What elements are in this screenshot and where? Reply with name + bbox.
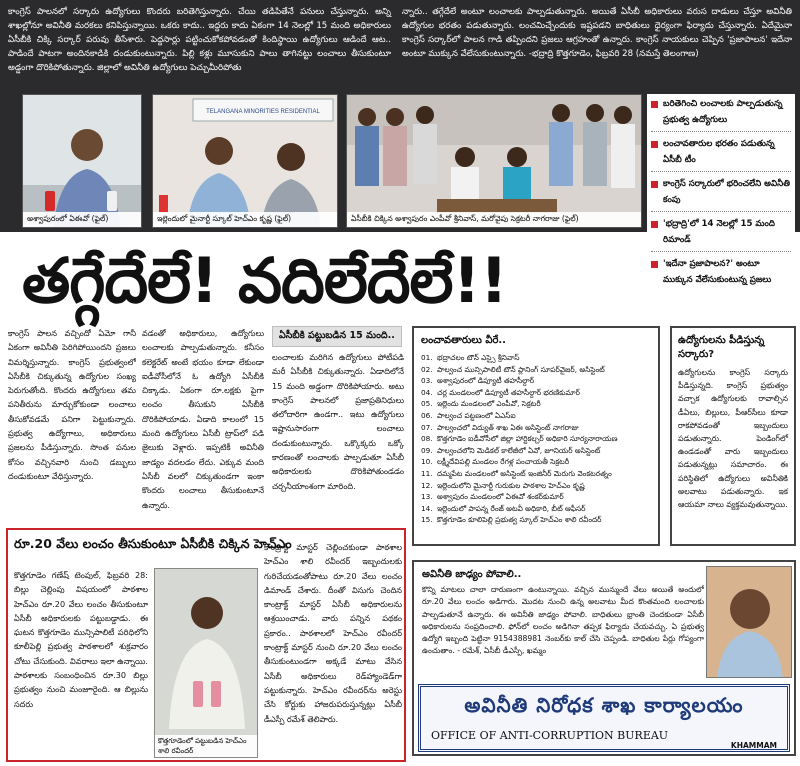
bribe-story-title: రూ.20 వేలు లంచం తీసుకుంటూ ఏసీబీకి చిక్కిన హెచ్‌ఎం (14, 536, 292, 551)
anti-corruption-title: అవినీతి జాఢ్యం పోవాలి.. (422, 569, 522, 580)
lead-dateline: -భద్రాద్రి కొత్తగూడెం, ఫిబ్రవరి 28 (నమస్తే తెలంగాణ) (528, 49, 699, 59)
acb-board-city: KHAMMAM (730, 741, 777, 750)
list-item: 04. చర్ల మండలంలో డిప్యూటీ తహసీల్దార్ భరణికుమార్ (421, 387, 580, 397)
photo-mpo-group-caption: ఏసీబీకి చిక్కిన అశ్వాపురం ఎంపీవో శ్రీనివాస్, మరోవైపు సెక్రటరీ నాగరాజు (ఫైల్) (347, 212, 641, 227)
photo-banner-text: TELANGANA MINORITIES RESIDENTIAL (206, 109, 320, 115)
list-item: 05. ఇల్లెందు మండలంలో ఎంపీవో, సెక్రటరీ (421, 399, 541, 409)
photo-aeo-caption: అశ్వాపురంలో ఏఈవో (ఫైల్) (23, 212, 141, 227)
list-item: 01. భద్రాచలం టౌన్ ఎస్సై శ్రీనివాస్ (421, 353, 520, 362)
lead-paragraph-1: కాంగ్రెస్ పాలనలో సర్కారు ఉద్యోగులు కొందరు బరితెగిస్తున్నారు. చేయి తడిపితేనే పనులు చేస్తున్నారు. అన్ని శాఖల్లోనూ అవినీతి మరకలు కనిపిస్తున్నాయి. ఒకరు కాదు.. ఇద్దరు కాదు ఏకంగా 14 నెలల్లో 15 మంది అధికారులు ఏసీబీకి చిక్కి సర్కార్ పరువు తీసేశారు. పెద్దసార్లు పట్టించుకోకపోవడంతో కిందిస్థాయి ఉద్యోగులు ఆడిందే ఆట.. పాడిందే పాటగా అందినకాడికి దండుకుంటున్నారు. పిల్లి కళ్లు మూసుకుని పాలు తాగినట్టు లంచాలు తీసుకుంటూ అడ్డంగా దొరికిపోతున్నారు. జిల్లాలో అవినీతి ఉద్యోగులు పెచ్చుమీరిపోతు (8, 7, 391, 73)
list-item-text: ఇల్లెందులోని మైనార్టీ గురుకుల పాఠశాల హెచ్‌ఎం కృష్ణ (437, 480, 585, 490)
subhead-acb-15: ఏసీబీకి పట్టుబడిన 15 మంది.. (272, 326, 402, 347)
list-item-text: ఇల్లెందులో పాపన్న రేంజ్ అటవీ అధికారి, బీట్ ఆఫీసర్ (437, 503, 586, 513)
photo-mpo-group-illustration (347, 95, 642, 228)
list-item-text: కొత్తగూడెం కూలిపెల్లి ప్రభుత్వ స్కూల్ హెచ్‌ఎం శాలి రవీందర్ (437, 515, 602, 525)
photo-hm-krishna (152, 94, 338, 228)
bribe-story-box (6, 528, 406, 762)
list-item-text: పాల్వంచ మున్సిపాలిటీ టౌన్ ప్లానింగ్ సూపర్‌వైజర్, అసిస్టెంట్ (437, 364, 605, 374)
anti-corruption-body: కొన్ని మాటలు చాలా దారుణంగా ఉంటున్నాయి. వచ్చిన మున్ముందే వేలు అయితే అందులో రూ.20 వేలు లంచం అడిగారు. మొదట నుంచి ఉన్న అలవాటు మీద కొంతమంది లంచాలకు పాల్పడుతూనే ఉన్నారు. ఈ అవినీతి జాఢ్యం పోవాలి. బాధితులు భ్రాంతి చెందకుండా ఏసీబీ అధికారులను సంప్రదించాలి. ఫోన్‌లో లంచం అడిగినా తప్పక ఫిర్యాదు చేయవచ్చు. ఏ ప్రభుత్వ ఉద్యోగి ఇబ్బంది పెట్టినా 9154388981 నెంబర్‌కు కాల్ చేసి చెప్పండి. బాధితుల పేర్లు గోప్యంగా ఉంచుతాం. (422, 585, 704, 656)
acb-board-english: OFFICE OF ANTI-CORRUPTION BUREAU (431, 729, 669, 742)
lead-paragraph-2 (402, 5, 792, 61)
list-item-text: కొత్తగూడెం ఐడీవోసీలో జిల్లా హార్టికల్చర్ అధికారి సూర్యనారాయణ (437, 434, 618, 444)
highlight-item: 'భద్రాద్రి'లో 14 నెలల్లో 15 మంది రిమాండ్ (651, 216, 791, 248)
anti-corruption-text (422, 584, 704, 658)
headline: తగ్గేదేలే! వదిలేదేలే!! (22, 244, 508, 317)
body-column-1: కాంగ్రెస్ పాలన వచ్చిందో ఏమో గానీ ఏకంగా అవినీతి పెరిగిపోయిందని ప్రజలు విమర్శిస్తున్నారు. కాంగ్రెస్ ప్రభుత్వంలో ఏసీబీకి చిక్కుతున్న ఉద్యోగుల సంఖ్య పెరుగుతోంది. కొందరు ఉద్యోగులు తమ పనితీరును మార్చుకోకుండా లంచాలు తీసుకోవడమే పనిగా పెట్టుకున్నారు. ప్రభుత్వ ఉద్యోగాలు, అధికారులు ప్రజలను పీడిస్తున్నారు. సొంత పనుల కోసం వచ్చినవారి నుంచి డబ్బులు దండుకుంటూ వేధిస్తున్నారు. (8, 328, 136, 481)
list-item: 09. పాల్వంచలోని మెడికల్ కాలేజీలో ఏవో, జూనియర్ అసిస్టెంట్ (421, 445, 601, 455)
list-item: 02. పాల్వంచ మున్సిపాలిటీ టౌన్ ప్లానింగ్ సూపర్‌వైజర్, అసిస్టెంట్ (421, 364, 605, 374)
lead-paragraph-2-text: న్నారు.. తగ్గేదేలే అంటూ లంచాలకు పాల్పడుతున్నారు. అయితే ఏసీబీ అధికారులు వరుస దాడులు చేస్తూ అవినీతి ఉద్యోగుల భరతం పడుతున్నారు. లంచమిచ్చేందుకు ఇష్టపడని బాధితులు ధైర్యంగా ఫిర్యాదు చేస్తున్నారు. ఏదేమైనా కాంగ్రెస్ సర్కార్‌లో పాలన గాడి తప్పిందని ప్రజలు ఆగ్రహంతో ఉన్నారు. కాంగ్రెస్ నాయకులు చెప్పిన 'ప్రజాపాలన' ఇదేనా అంటూ ముక్కున వేలేసుకుంటున్నారు. (402, 7, 792, 59)
bribe-photo-caption: కొత్తగూడెంలో పట్టుబడిన హెచ్‌ఎం శాలి రవీందర్ (155, 735, 257, 757)
acb-office-board (418, 684, 790, 752)
body-column-2: వడంతో అధికారులు, ఉద్యోగులు లంచాలకు పాల్పడుతున్నారు. కనీసం కలెక్టరేట్ అంటే భయం కూడా లేకుండా ఐడీవోసీలోనే ఓ ఉద్యోగి ఏసీబీకి చిక్కాడు. ఏకంగా రూ.లక్షకు పైగా లంచం తీసుకుని ఏసీబీకి దొరికిపోయాడు. ఏడాది కాలంలో 15 మంది ఉద్యోగులు ఏసీబీ ట్రాప్‌లో పడి జైలుకు వెళ్లారు. ఇప్పటికీ అవినీతి జాడ్యం వదలడం లేదు. ఎక్కువ మంది ఏసీబీ వలలో చిక్కుతుండగా ఇంకా కొందరు లంచాలు తీసుకుంటూనే ఉన్నారు. (142, 328, 264, 510)
list-item: 07. పాల్వంచలో విద్యుత్ శాఖ ఏఈ అసిస్టెంట్ నాగరాజు (421, 422, 579, 432)
divider (651, 131, 791, 132)
list-item: 08. కొత్తగూడెం ఐడీవోసీలో జిల్లా హార్టికల్చర్ అధికారి సూర్యనారాయణ (421, 434, 618, 444)
divider (651, 211, 791, 212)
culprits-list-box (412, 326, 660, 546)
highlight-item: లంచావతారుల భరతం పడుతున్న ఏసీబీ టీం (651, 136, 791, 168)
list-item: 14. ఇల్లెందులో పాపన్న రేంజ్ అటవీ అధికారి, బీట్ ఆఫీసర్ (421, 503, 586, 513)
list-item: 11. దమ్మపేట మండలంలో అసిస్టెంట్ ఇంజినీర్ మెరుగు వెంకటరత్నం (421, 468, 612, 478)
list-item-text: అశ్వాపురం మండలంలో ఏఈవో శంకర్‌కుమార్ (437, 492, 564, 502)
list-item-text: దమ్మపేట మండలంలో అసిస్టెంట్ ఇంజినీర్ మెరుగు వెంకటరత్నం (437, 468, 612, 478)
photo-hm-krishna-illustration (153, 95, 338, 228)
bribe-photo-illustration (155, 569, 258, 758)
culprits-list-title: లంచావతారులు వీరే.. (421, 335, 506, 346)
bribe-story-column-2: కాంట్రాక్ట్ మాస్టర్ చెల్లించకుండా పాఠశాల హెచ్‌ఎం శాలి రవీందర్ ఇబ్బందులకు గురిచేయడంతోపాటు రూ.20 వేలు లంచం డిమాండ్ చేశారు. దీంతో విసుగు చెందిన కాంట్రాక్ట్ మాస్టర్ ఏసీబీ అధికారులను ఆశ్రయించాడు. వారు పన్నిన పథకం ప్రకారం.. పాఠశాలలో హెచ్‌ఎం రవీందర్ కాంట్రాక్ట్ మాస్టర్ నుంచి రూ.20 వేలు లంచం తీసుకుంటుండగా అక్కడే మాటు వేసిన ఏసీబీ అధికారులు రెడ్‌హ్యాండెడ్‌గా పట్టుకున్నారు. హెచ్‌ఎం రవీందర్‌ను అరెస్టు చేసి కోర్టుకు హాజరుపరుస్తున్నట్లు ఏసీబీ డీఎస్పీ రమేశ్ తెలిపారు. (264, 542, 402, 724)
list-item-text: పాల్వంచలో విద్యుత్ శాఖ ఏఈ అసిస్టెంట్ నాగరాజు (437, 422, 579, 432)
list-item: 03. అశ్వాపురంలో డిప్యూటీ తహసీల్దార్ (421, 376, 535, 386)
photo-aeo-illustration (23, 95, 142, 228)
dsp-photo (706, 566, 792, 678)
list-item-text: ఇల్లెందు మండలంలో ఎంపీవో, సెక్రటరీ (437, 399, 541, 409)
side-box-employees (670, 326, 796, 546)
anti-corruption-signature: - రమేశ్, ఏసీబీ డీఎస్పీ, ఖమ్మం (457, 646, 547, 656)
list-item: 13. అశ్వాపురం మండలంలో ఏఈవో శంకర్‌కుమార్ (421, 492, 564, 502)
dsp-photo-illustration (707, 567, 792, 678)
photo-aeo (22, 94, 142, 228)
anti-corruption-box (412, 560, 796, 756)
highlight-item: 'ఇదేనా ప్రజాపాలన?' అంటూ ముక్కున వేలేసుకుంటున్న ప్రజలు (651, 256, 791, 288)
list-item-text: పాల్వంచలోని మెడికల్ కాలేజీలో ఏవో, జూనియర్ అసిస్టెంట్ (437, 445, 601, 455)
bribe-story-column-1: కొత్తగూడెం గణేష్ టెంపుల్, ఫిబ్రవరి 28: బిల్లు చెల్లింపు విషయంలో పాఠశాల హెచ్‌ఎం రూ.20 వేలు లంచం తీసుకుంటూ ఏసీబీ అధికారులకు పట్టుబడ్డాడు. ఈ ఘటన కొత్తగూడెం మున్సిపాలిటీ పరిధిలోని కూలీపెల్లి ప్రభుత్వ పాఠశాలలో శుక్రవారం చోటు చేసుకుంది. వివరాలు ఇలా ఉన్నాయి. పాఠశాలకు సంబంధించిన రూ.30 బిల్లు ప్రభుత్వం నుంచి మంజూరైంది. ఆ బిల్లును సదరు (14, 570, 148, 709)
list-item-text: భద్రాచలం టౌన్ ఎస్సై శ్రీనివాస్ (437, 353, 520, 362)
list-item-text: చర్ల మండలంలో డిప్యూటీ తహసీల్దార్ భరణికుమార్ (437, 387, 580, 397)
side-box-text: ఉద్యోగులను కాంగ్రెస్ సర్కారు పీడిస్తున్నది. కాంగ్రెస్ ప్రభుత్వం వచ్చాక ఉద్యోగులకు రావాల్సిన డీఏలు, బిల్లులు, పీఆర్‌సీలు కూడా రాకపోవడంతో ఇబ్బందులు పడుతున్నారు. పెండింగ్‌లో ఉండడంతో వారు ఇబ్బందులు పడుతున్నట్లు సమాచారం. ఈ పరిస్థితిలో ఉద్యోగులు అవినీతికి అలవాటు పడుతున్నారు. ఇక ఆయమా నాలు వ్యక్తమవుతున్నాయి. (678, 368, 788, 510)
bribe-photo (154, 568, 258, 758)
highlight-item: బరితెగించి లంచాలకు పాల్పడుతున్న ప్రభుత్వ ఉద్యోగులు (651, 96, 791, 128)
list-item: 10. లక్ష్మీదేవిపల్లి మండలం రేగళ్ల పంచాయతీ సెక్రటరీ (421, 457, 570, 467)
list-item-text: లక్ష్మీదేవిపల్లి మండలం రేగళ్ల పంచాయతీ సెక్రటరీ (437, 457, 570, 467)
body-column-3: లంచాలకు మరిగిన ఉద్యోగులు పోటీపడి మరీ ఏసీబీకి చిక్కుతున్నారు. ఏడాదిలోనే 15 మంది అడ్డంగా దొరికిపోయారు. అటు కాంగ్రెస్ పాలనలో ప్రజాప్రతినిధులు తలోదారిగా ఉండగా.. ఇటు ఉద్యోగులు ఇష్టానుసారంగా లంచాలు దండుకుంటున్నారు. ఒక్కొక్కరు ఒక్కో కారణంతో లంచాలకు పాల్పడుతూ ఏసీబీ అధికారులకు దొరికిపోతుండడం చర్చనీయాంశంగా మారింది. (272, 352, 404, 491)
list-item: 15. కొత్తగూడెం కూలిపెల్లి ప్రభుత్వ స్కూల్ హెచ్‌ఎం శాలి రవీందర్ (421, 515, 602, 525)
divider (651, 251, 791, 252)
photo-hm-krishna-caption: ఇల్లెందులో మైనార్టీ స్కూల్ హెచ్‌ఎం కృష్ణ (ఫైల్) (153, 212, 337, 227)
list-item-text: పాల్వంచ పట్టణంలో ఏఎస్ఐ (437, 410, 516, 420)
highlights-box (647, 94, 795, 316)
photo-mpo-group (346, 94, 642, 228)
side-box-title: ఉద్యోగులను పీడిస్తున్న సర్కారు? (678, 335, 765, 360)
highlight-item: కాంగ్రెస్ సర్కారులో భరించలేని అవినీతి కంపు (651, 176, 791, 208)
divider (651, 171, 791, 172)
list-item-text: అశ్వాపురంలో డిప్యూటీ తహసీల్దార్ (437, 376, 535, 386)
list-item: 06. పాల్వంచ పట్టణంలో ఏఎస్ఐ (421, 410, 516, 420)
acb-board-telugu: అవినీతి నిరోధక శాఖ కార్యాలయం (464, 693, 744, 717)
list-item: 12. ఇల్లెందులోని మైనార్టీ గురుకుల పాఠశాల హెచ్‌ఎం కృష్ణ (421, 480, 585, 490)
